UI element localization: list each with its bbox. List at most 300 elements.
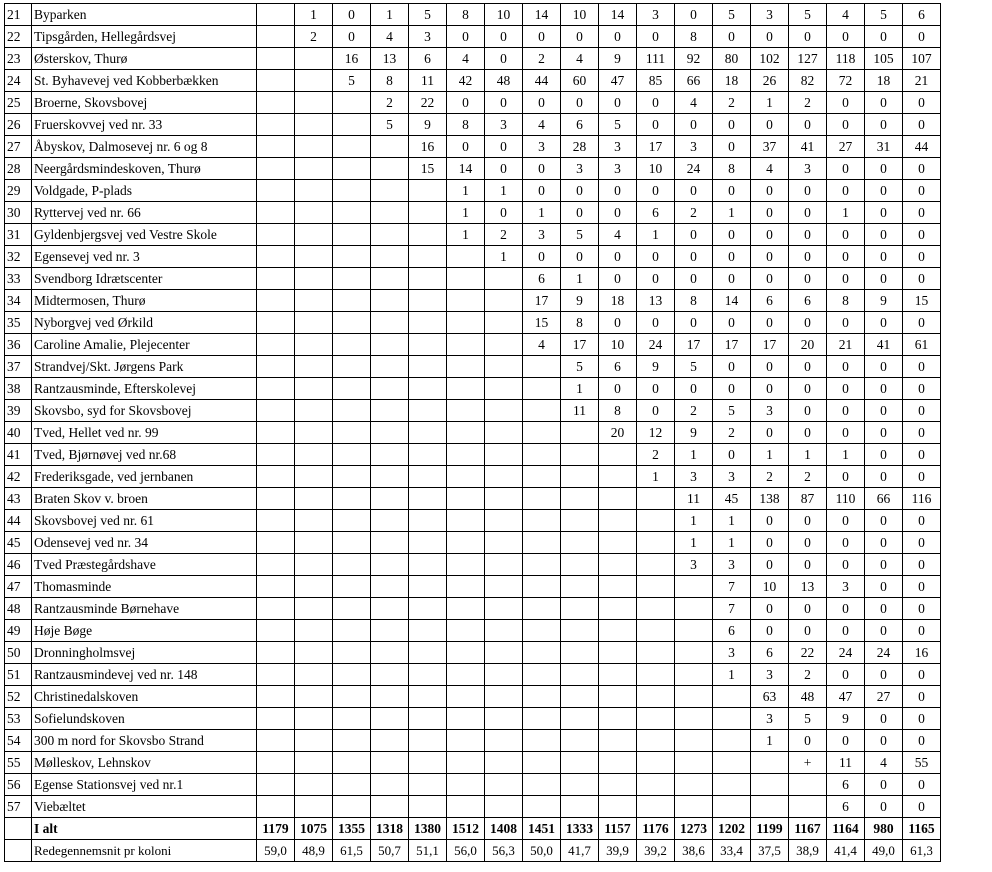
count-cell	[713, 730, 751, 752]
count-cell: 0	[903, 598, 941, 620]
count-cell	[675, 576, 713, 598]
row-number: 39	[5, 400, 32, 422]
count-cell: 18	[865, 70, 903, 92]
count-cell: 0	[865, 356, 903, 378]
count-cell: 1	[447, 180, 485, 202]
count-cell: 48	[789, 686, 827, 708]
row-number: 49	[5, 620, 32, 642]
count-cell: 0	[827, 92, 865, 114]
location-name: Thomasminde	[32, 576, 257, 598]
count-cell: 0	[447, 26, 485, 48]
count-cell	[257, 444, 295, 466]
count-cell	[561, 598, 599, 620]
count-cell	[371, 246, 409, 268]
count-cell: 102	[751, 48, 789, 70]
count-cell	[561, 664, 599, 686]
table-row	[5, 400, 941, 422]
location-name: Tved, Hellet ved nr. 99	[32, 422, 257, 444]
count-cell	[333, 796, 371, 818]
table-row	[5, 532, 941, 554]
count-cell: 0	[599, 180, 637, 202]
count-cell	[257, 246, 295, 268]
count-cell	[257, 268, 295, 290]
count-cell	[333, 290, 371, 312]
count-cell: 8	[447, 4, 485, 26]
count-cell: 1	[713, 664, 751, 686]
count-cell	[409, 180, 447, 202]
count-cell: 0	[447, 136, 485, 158]
count-cell	[599, 576, 637, 598]
count-cell	[371, 752, 409, 774]
count-cell: 0	[637, 246, 675, 268]
count-cell: 0	[789, 246, 827, 268]
count-cell	[561, 532, 599, 554]
count-cell	[371, 422, 409, 444]
count-cell	[561, 576, 599, 598]
count-cell: 5	[599, 114, 637, 136]
count-cell	[447, 488, 485, 510]
count-cell: 0	[903, 576, 941, 598]
count-cell: 0	[485, 136, 523, 158]
count-cell	[637, 730, 675, 752]
count-cell: 1	[485, 180, 523, 202]
count-cell: 0	[637, 26, 675, 48]
count-cell: 1	[637, 466, 675, 488]
row-number: 48	[5, 598, 32, 620]
count-cell: 0	[903, 268, 941, 290]
count-cell: 0	[865, 598, 903, 620]
count-cell	[523, 752, 561, 774]
count-cell	[409, 202, 447, 224]
count-cell: 0	[523, 26, 561, 48]
count-cell	[257, 554, 295, 576]
count-cell	[447, 334, 485, 356]
count-cell: 47	[827, 686, 865, 708]
count-cell	[371, 488, 409, 510]
count-cell	[333, 444, 371, 466]
table-row	[5, 158, 941, 180]
table-row	[5, 598, 941, 620]
table-row	[5, 620, 941, 642]
count-cell	[409, 598, 447, 620]
count-cell	[523, 554, 561, 576]
count-cell	[523, 796, 561, 818]
count-cell	[371, 466, 409, 488]
location-name: Rantzausminde Børnehave	[32, 598, 257, 620]
count-cell	[447, 444, 485, 466]
location-name: Odensevej ved nr. 34	[32, 532, 257, 554]
row-number: 22	[5, 26, 32, 48]
count-cell	[637, 752, 675, 774]
count-cell	[295, 620, 333, 642]
count-cell	[485, 268, 523, 290]
count-cell	[257, 334, 295, 356]
count-cell: 0	[713, 356, 751, 378]
count-cell	[295, 158, 333, 180]
count-cell	[637, 620, 675, 642]
count-cell: 1165	[903, 818, 941, 840]
count-cell: 24	[637, 334, 675, 356]
row-number: 46	[5, 554, 32, 576]
average-row	[5, 840, 941, 862]
count-cell: 0	[903, 554, 941, 576]
count-cell: 2	[713, 92, 751, 114]
count-cell	[257, 224, 295, 246]
count-cell: 0	[903, 312, 941, 334]
count-cell	[295, 444, 333, 466]
count-cell	[447, 708, 485, 730]
location-name: Fruerskovvej ved nr. 33	[32, 114, 257, 136]
count-cell: 0	[599, 92, 637, 114]
count-cell: 24	[675, 158, 713, 180]
count-cell: 41,4	[827, 840, 865, 862]
count-cell	[333, 554, 371, 576]
count-cell: 2	[371, 92, 409, 114]
row-number: 47	[5, 576, 32, 598]
location-name: Rantzausmindevej ved nr. 148	[32, 664, 257, 686]
location-name: Skovsbovej ved nr. 61	[32, 510, 257, 532]
row-number: 31	[5, 224, 32, 246]
count-cell: 0	[903, 180, 941, 202]
count-cell: 17	[713, 334, 751, 356]
count-cell	[447, 598, 485, 620]
count-cell: 0	[751, 532, 789, 554]
count-cell	[257, 48, 295, 70]
count-cell	[713, 752, 751, 774]
count-cell	[675, 708, 713, 730]
table-row	[5, 466, 941, 488]
count-cell: 6	[903, 4, 941, 26]
count-cell	[257, 202, 295, 224]
count-cell: 14	[599, 4, 637, 26]
location-name: 300 m nord for Skovsbo Strand	[32, 730, 257, 752]
count-cell	[599, 554, 637, 576]
count-cell	[295, 466, 333, 488]
count-cell	[789, 796, 827, 818]
count-cell	[599, 444, 637, 466]
row-number: 27	[5, 136, 32, 158]
count-cell: 0	[827, 466, 865, 488]
count-cell: 4	[561, 48, 599, 70]
count-cell: 1167	[789, 818, 827, 840]
count-cell: 0	[903, 532, 941, 554]
count-cell	[485, 378, 523, 400]
count-cell: 0	[903, 422, 941, 444]
table-row	[5, 664, 941, 686]
location-name: Dronningholmsvej	[32, 642, 257, 664]
count-cell: 8	[599, 400, 637, 422]
count-cell: 6	[523, 268, 561, 290]
row-number: 55	[5, 752, 32, 774]
table-row	[5, 4, 941, 26]
location-name: Egensevej ved nr. 3	[32, 246, 257, 268]
count-cell	[295, 70, 333, 92]
row-number	[5, 840, 32, 862]
count-cell: 1	[713, 532, 751, 554]
count-cell: 0	[485, 26, 523, 48]
count-cell: 14	[523, 4, 561, 26]
count-cell: 0	[865, 466, 903, 488]
count-cell: 60	[561, 70, 599, 92]
count-cell: 0	[789, 312, 827, 334]
count-cell: 6	[713, 620, 751, 642]
count-cell: 0	[751, 422, 789, 444]
count-cell	[371, 224, 409, 246]
count-cell: 0	[637, 92, 675, 114]
count-cell	[675, 620, 713, 642]
count-cell: 3	[599, 136, 637, 158]
count-cell: 8	[713, 158, 751, 180]
count-cell: 0	[713, 268, 751, 290]
count-cell: 39,9	[599, 840, 637, 862]
count-cell: 1	[523, 202, 561, 224]
count-cell: 0	[903, 26, 941, 48]
count-cell	[447, 752, 485, 774]
count-cell	[523, 708, 561, 730]
count-cell	[485, 488, 523, 510]
count-cell: 1	[485, 246, 523, 268]
count-cell: 0	[751, 246, 789, 268]
count-cell	[675, 752, 713, 774]
count-cell: 1	[827, 202, 865, 224]
count-cell	[295, 334, 333, 356]
count-cell: 0	[903, 92, 941, 114]
count-cell: 0	[713, 114, 751, 136]
count-cell: 0	[789, 180, 827, 202]
count-cell: 107	[903, 48, 941, 70]
count-cell	[447, 642, 485, 664]
count-cell: 33,4	[713, 840, 751, 862]
count-cell: 0	[561, 26, 599, 48]
count-cell: 0	[637, 268, 675, 290]
count-cell	[295, 268, 333, 290]
count-cell: 0	[865, 708, 903, 730]
count-cell	[295, 312, 333, 334]
count-cell: 28	[561, 136, 599, 158]
count-cell: 9	[827, 708, 865, 730]
count-cell	[751, 774, 789, 796]
count-cell: 41	[865, 334, 903, 356]
count-cell: 18	[713, 70, 751, 92]
count-cell	[485, 774, 523, 796]
count-cell	[713, 708, 751, 730]
location-name: Egense Stationsvej ved nr.1	[32, 774, 257, 796]
row-number: 44	[5, 510, 32, 532]
count-cell: 16	[333, 48, 371, 70]
table-row	[5, 202, 941, 224]
count-cell	[409, 774, 447, 796]
count-cell	[485, 290, 523, 312]
count-cell: 2	[751, 466, 789, 488]
count-cell	[523, 642, 561, 664]
count-cell: 18	[599, 290, 637, 312]
count-cell: 66	[865, 488, 903, 510]
count-cell: 0	[675, 378, 713, 400]
count-cell	[257, 312, 295, 334]
count-cell	[637, 708, 675, 730]
count-cell: 4	[371, 26, 409, 48]
count-cell	[295, 510, 333, 532]
count-cell: 0	[865, 554, 903, 576]
count-cell: 6	[827, 774, 865, 796]
location-name: Strandvej/Skt. Jørgens Park	[32, 356, 257, 378]
count-cell	[637, 532, 675, 554]
count-cell: 0	[637, 114, 675, 136]
count-cell: 0	[827, 224, 865, 246]
count-cell: 8	[675, 290, 713, 312]
table-row	[5, 180, 941, 202]
count-cell	[257, 114, 295, 136]
count-cell	[295, 708, 333, 730]
count-cell: 2	[789, 92, 827, 114]
count-cell	[485, 686, 523, 708]
count-cell	[333, 356, 371, 378]
count-cell: 0	[751, 312, 789, 334]
count-cell: 0	[903, 444, 941, 466]
count-cell	[485, 422, 523, 444]
count-cell	[371, 378, 409, 400]
count-cell	[371, 686, 409, 708]
count-cell: 0	[675, 114, 713, 136]
count-cell: 5	[333, 70, 371, 92]
count-cell: 1176	[637, 818, 675, 840]
count-cell: 92	[675, 48, 713, 70]
count-cell: 1	[751, 92, 789, 114]
count-cell	[295, 532, 333, 554]
count-cell	[257, 290, 295, 312]
count-cell	[409, 510, 447, 532]
count-cell: 4	[599, 224, 637, 246]
count-cell	[257, 26, 295, 48]
count-cell	[295, 92, 333, 114]
count-cell: 48,9	[295, 840, 333, 862]
count-cell: 4	[827, 4, 865, 26]
count-cell	[333, 136, 371, 158]
count-cell: 0	[827, 510, 865, 532]
count-cell	[447, 246, 485, 268]
count-cell	[371, 356, 409, 378]
count-cell	[371, 774, 409, 796]
count-cell	[295, 136, 333, 158]
count-cell: 1408	[485, 818, 523, 840]
count-cell: 0	[333, 26, 371, 48]
count-cell	[371, 312, 409, 334]
count-cell: 0	[599, 268, 637, 290]
count-cell: 0	[751, 378, 789, 400]
count-cell: 6	[599, 356, 637, 378]
count-cell: 38,6	[675, 840, 713, 862]
count-cell	[371, 180, 409, 202]
count-cell	[371, 730, 409, 752]
count-cell: 0	[789, 730, 827, 752]
count-cell: 21	[827, 334, 865, 356]
count-cell	[485, 532, 523, 554]
row-number: 30	[5, 202, 32, 224]
count-cell: 0	[903, 466, 941, 488]
count-cell: 3	[751, 400, 789, 422]
count-cell	[637, 642, 675, 664]
count-cell	[409, 488, 447, 510]
count-cell	[409, 532, 447, 554]
count-cell: 0	[865, 180, 903, 202]
count-cell: 0	[827, 158, 865, 180]
count-cell: 21	[903, 70, 941, 92]
count-cell: 0	[751, 598, 789, 620]
count-cell	[257, 576, 295, 598]
count-cell: 47	[599, 70, 637, 92]
count-cell	[485, 576, 523, 598]
count-cell	[257, 620, 295, 642]
count-cell: 5	[713, 400, 751, 422]
count-cell: 41,7	[561, 840, 599, 862]
table-row	[5, 224, 941, 246]
count-cell	[485, 356, 523, 378]
count-cell	[371, 510, 409, 532]
count-cell: 0	[751, 26, 789, 48]
count-cell: 10	[561, 4, 599, 26]
count-cell: 59,0	[257, 840, 295, 862]
count-cell: 3	[523, 136, 561, 158]
count-cell: 14	[447, 158, 485, 180]
count-cell	[561, 796, 599, 818]
count-cell: 0	[827, 180, 865, 202]
count-cell	[561, 752, 599, 774]
count-cell	[447, 686, 485, 708]
row-number: 35	[5, 312, 32, 334]
count-cell	[257, 730, 295, 752]
count-cell	[409, 576, 447, 598]
count-cell: 1	[371, 4, 409, 26]
count-cell: 12	[637, 422, 675, 444]
count-cell: 0	[865, 114, 903, 136]
count-cell	[409, 422, 447, 444]
count-cell	[409, 290, 447, 312]
table-row	[5, 70, 941, 92]
count-cell: 0	[865, 158, 903, 180]
count-cell	[409, 224, 447, 246]
count-cell	[371, 620, 409, 642]
row-number: 41	[5, 444, 32, 466]
row-number: 57	[5, 796, 32, 818]
count-cell: 0	[713, 312, 751, 334]
count-cell	[257, 510, 295, 532]
count-cell: 1	[789, 444, 827, 466]
count-cell	[599, 752, 637, 774]
count-cell	[295, 422, 333, 444]
count-cell	[599, 664, 637, 686]
location-name: Ryttervej ved nr. 66	[32, 202, 257, 224]
count-cell	[637, 554, 675, 576]
count-cell: 0	[523, 158, 561, 180]
count-cell: 3	[713, 642, 751, 664]
count-cell	[523, 422, 561, 444]
row-number: 26	[5, 114, 32, 136]
table-body	[5, 4, 941, 862]
count-cell: 0	[827, 268, 865, 290]
count-cell	[447, 290, 485, 312]
count-cell: 0	[827, 664, 865, 686]
row-number: 23	[5, 48, 32, 70]
count-cell: 0	[865, 224, 903, 246]
count-cell: 6	[637, 202, 675, 224]
count-cell: 3	[409, 26, 447, 48]
count-cell	[485, 334, 523, 356]
location-name: I alt	[32, 818, 257, 840]
count-cell: 5	[865, 4, 903, 26]
count-cell: 1	[675, 532, 713, 554]
table-row	[5, 796, 941, 818]
count-cell	[637, 488, 675, 510]
